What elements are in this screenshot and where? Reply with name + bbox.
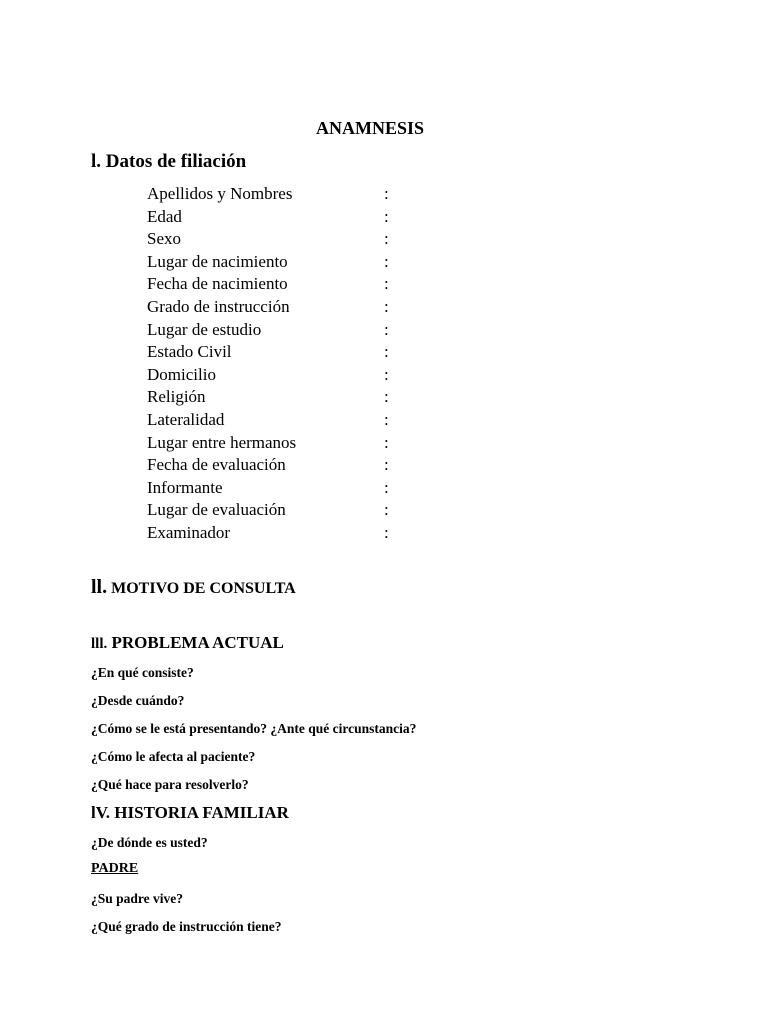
section-2-heading: [91, 576, 296, 599]
field-row: [147, 251, 447, 274]
field-row: [147, 454, 447, 477]
question-item: ¿Cómo se le está presentando? ¿Ante qué circunstancia?: [91, 721, 417, 736]
field-label: Estado Civil: [147, 342, 232, 362]
field-row: [147, 341, 447, 364]
question-item: ¿Su padre vive?: [91, 891, 184, 906]
field-row: [147, 499, 447, 522]
field-row: [147, 206, 447, 229]
field-row: [147, 228, 447, 251]
field-label: Domicilio: [147, 364, 216, 384]
document-title: ANAMNESIS: [315, 118, 425, 138]
field-label: Apellidos y Nombres: [147, 184, 293, 203]
field-row: [147, 183, 447, 206]
field-row: [147, 409, 447, 432]
field-label: Grado de instrucción: [147, 296, 290, 316]
field-separator: :: [384, 296, 389, 316]
field-separator: :: [384, 522, 389, 542]
question-item: ¿Cómo le afecta al paciente?: [91, 749, 256, 764]
field-separator: :: [384, 342, 389, 362]
section-1-heading: l. Datos de filiación: [91, 151, 247, 172]
field-label: Edad: [147, 206, 182, 226]
section-3-number: lll.: [91, 636, 108, 652]
field-separator: :: [384, 229, 389, 249]
field-separator: :: [384, 500, 389, 520]
question-item: ¿En qué consiste?: [91, 665, 194, 680]
field-row: [147, 273, 447, 296]
field-separator: :: [384, 432, 389, 452]
field-label: Lugar de evaluación: [147, 500, 286, 520]
field-separator: :: [384, 251, 389, 271]
field-label: Lugar de nacimiento: [147, 251, 288, 271]
section-2-title: MOTIVO DE CONSULTA: [107, 580, 296, 597]
field-row: [147, 296, 447, 319]
section-3-heading: [91, 633, 284, 653]
field-separator: :: [384, 206, 389, 226]
section-4-heading: lV. HISTORIA FAMILIAR: [91, 803, 289, 822]
question-item: ¿Qué grado de instrucción tiene?: [91, 919, 282, 934]
field-row: [147, 477, 447, 500]
question-item: ¿Desde cuándo?: [91, 693, 185, 708]
field-label: Fecha de nacimiento: [147, 274, 288, 294]
field-separator: :: [384, 409, 389, 429]
field-label: Fecha de evaluación: [147, 455, 286, 475]
field-label: Sexo: [147, 229, 181, 249]
field-label: Religión: [147, 387, 206, 407]
question-item: ¿De dónde es usted?: [91, 835, 208, 850]
field-separator: :: [384, 319, 389, 339]
field-row: [147, 522, 447, 545]
question-item: ¿Qué hace para resolverlo?: [91, 777, 249, 792]
field-label: Lugar de estudio: [147, 319, 262, 339]
field-separator: :: [384, 364, 389, 384]
field-label: Informante: [147, 477, 223, 497]
field-separator: :: [384, 184, 389, 203]
identification-fields-list: [147, 183, 447, 545]
section-2-number: ll.: [91, 576, 108, 598]
field-row: [147, 386, 447, 409]
field-separator: :: [384, 477, 389, 497]
field-row: [147, 319, 447, 342]
field-separator: :: [384, 274, 389, 294]
field-label: Examinador: [147, 522, 231, 542]
field-row: [147, 432, 447, 455]
field-separator: :: [384, 455, 389, 475]
subheading-padre: PADRE: [91, 861, 139, 876]
field-separator: :: [384, 387, 389, 407]
field-label: Lateralidad: [147, 409, 225, 429]
section-3-title: PROBLEMA ACTUAL: [107, 633, 284, 652]
field-label: Lugar entre hermanos: [147, 432, 297, 452]
field-row: [147, 364, 447, 387]
